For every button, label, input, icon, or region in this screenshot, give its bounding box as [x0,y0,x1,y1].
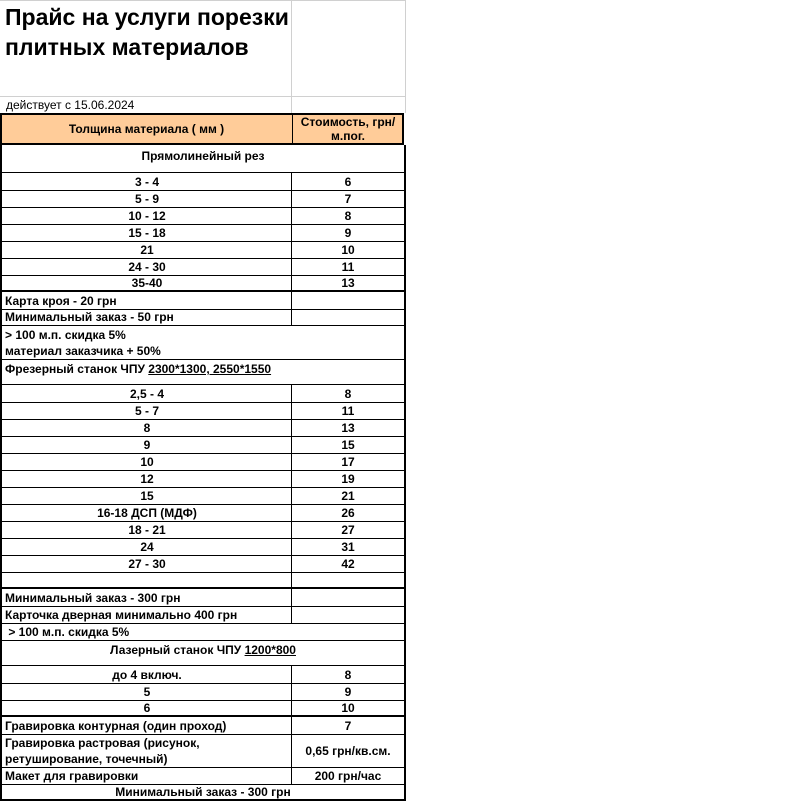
table-row [0,419,406,436]
thickness-cell: 16-18 ДСП (МДФ) [0,504,292,521]
discount-note [0,624,406,640]
table-row [0,385,406,402]
price-cell: 7 [291,717,406,734]
thickness-cell: 8 [0,419,292,436]
thickness-cell: до 4 включ. [0,666,292,683]
table-row [0,555,406,572]
service-label: Макет для гравировки [0,767,292,784]
price-cell: 6 [291,173,406,190]
section-title-sizes: 1200*800 [244,643,296,657]
note-cell: Карта кроя - 20 грн [0,292,292,309]
price-cell: 10 [291,700,406,716]
grid-line [0,0,406,1]
empty-cell [291,606,406,623]
thickness-cell: 2,5 - 4 [0,385,292,402]
service-label: Гравировка растровая (рисунок, ретуширование, точечный) [0,734,292,767]
table-row [0,207,406,224]
thickness-cell: 12 [0,470,292,487]
note-row [0,606,406,623]
discount-text: > 100 м.п. скидка 5% [5,327,126,342]
table-row [0,258,406,275]
table-row [0,453,406,470]
discount-note [0,326,406,359]
table-row [0,487,406,504]
table-row [0,666,406,683]
section-title-cnc-router [0,360,406,384]
table-row [0,241,406,258]
header-price: Стоимость, грн/м.пог. [292,115,403,143]
table-row [0,173,406,190]
section-title-straight-cut [0,145,406,172]
thickness-cell: 5 - 9 [0,190,292,207]
price-cell: 9 [291,683,406,700]
price-cell: 42 [291,555,406,572]
thickness-cell: 15 [0,487,292,504]
discount-text: > 100 м.п. скидка 5% [5,625,130,639]
note-row [0,589,406,606]
price-cell: 10 [291,241,406,258]
empty-cell [291,309,406,325]
empty-cell [291,292,406,309]
note-row [0,292,406,309]
price-cell: 26 [291,504,406,521]
price-cell: 19 [291,470,406,487]
table-row [0,224,406,241]
price-cell: 17 [291,453,406,470]
thickness-cell: 18 - 21 [0,521,292,538]
thickness-cell: 24 [0,538,292,555]
price-cell: 21 [291,487,406,504]
note-row [0,309,406,325]
section-title-text: Лазерный станок ЧПУ [110,643,245,657]
empty-row [0,572,406,588]
price-cell: 15 [291,436,406,453]
table-row [0,402,406,419]
thickness-cell: 24 - 30 [0,258,292,275]
section-title-text: Фрезерный станок ЧПУ [5,362,149,376]
price-cell: 7 [291,190,406,207]
thickness-cell: 27 - 30 [0,555,292,572]
price-cell: 13 [291,275,406,291]
price-cell: 11 [291,402,406,419]
page-title: Прайс на услуги порезки плитных материалов [5,4,289,60]
thickness-cell: 35-40 [0,275,292,291]
empty-cell [291,572,406,588]
note-cell: Минимальный заказ - 50 грн [0,309,292,325]
price-cell: 8 [291,666,406,683]
price-cell: 0,65 грн/кв.см. [291,734,406,767]
service-row [0,717,406,734]
table-row [0,275,406,291]
table-header [0,113,404,145]
table-row [0,504,406,521]
price-cell: 8 [291,385,406,402]
thickness-cell: 10 [0,453,292,470]
section-title-sizes: 2300*1300, 2550*1550 [148,362,272,376]
thickness-cell: 6 [0,700,292,716]
table-row [0,436,406,453]
price-cell: 31 [291,538,406,555]
table-row [0,470,406,487]
min-order-note [0,785,406,801]
table-row [0,700,406,716]
empty-cell [291,589,406,606]
thickness-cell: 15 - 18 [0,224,292,241]
note-cell: Минимальный заказ - 300 грн [0,589,292,606]
thickness-cell: 3 - 4 [0,173,292,190]
empty-cell [0,572,292,588]
header-thickness: Толщина материала ( мм ) [68,122,225,136]
thickness-cell: 10 - 12 [0,207,292,224]
thickness-cell: 5 - 7 [0,402,292,419]
price-cell: 11 [291,258,406,275]
section-title-laser [0,641,406,665]
thickness-cell: 9 [0,436,292,453]
service-label: Гравировка контурная (один проход) [0,717,292,734]
service-row [0,734,406,767]
price-cell: 200 грн/час [291,767,406,784]
table-row [0,683,406,700]
min-order-text: Минимальный заказ - 300 грн [115,785,291,799]
price-cell: 13 [291,419,406,436]
price-cell: 27 [291,521,406,538]
thickness-cell: 21 [0,241,292,258]
price-cell: 8 [291,207,406,224]
thickness-cell: 5 [0,683,292,700]
effective-date: действует с 15.06.2024 [6,98,135,112]
section-title-text: Прямолинейный рез [141,149,265,163]
price-cell: 9 [291,224,406,241]
table-row [0,190,406,207]
table-row [0,538,406,555]
note-cell: Карточка дверная минимально 400 грн [0,606,292,623]
customer-material-text: материал заказчика + 50% [5,343,161,358]
service-row [0,767,406,784]
table-row [0,521,406,538]
